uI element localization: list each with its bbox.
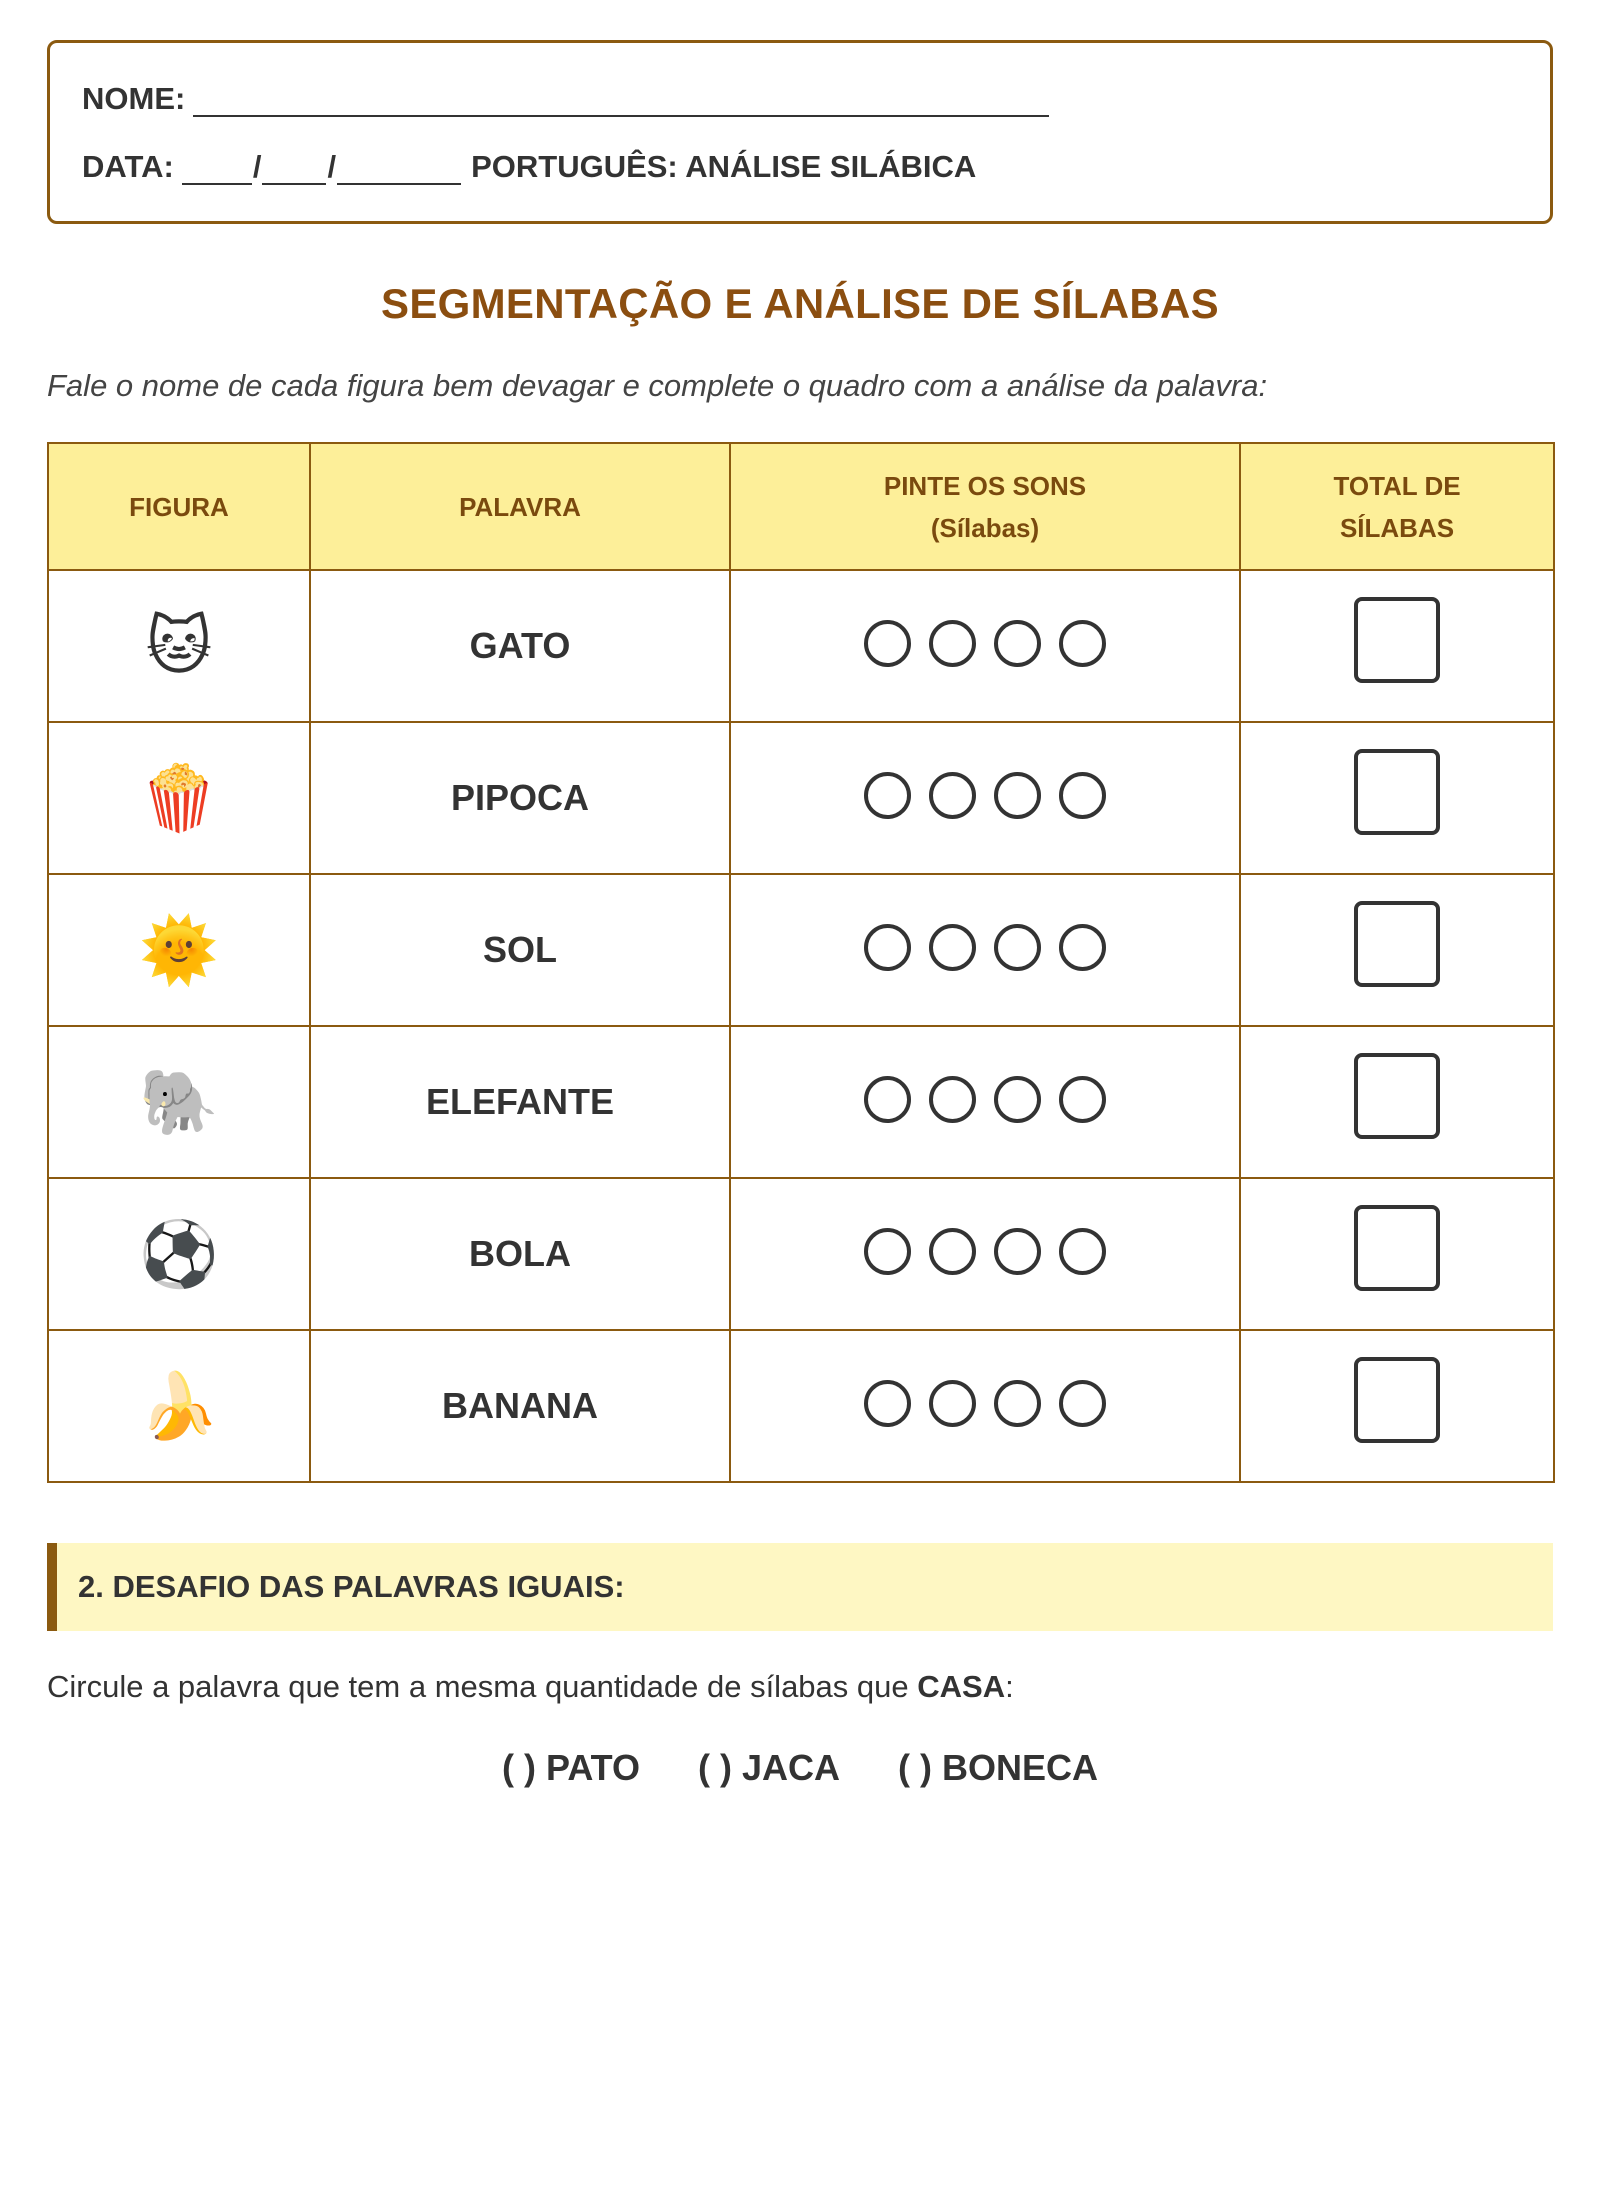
figure-cell <box>48 874 310 1026</box>
total-syllables-box[interactable] <box>1354 597 1440 683</box>
syllable-circle[interactable] <box>929 1228 976 1275</box>
total-cell <box>1240 1178 1554 1330</box>
syllable-table <box>47 442 1555 1483</box>
syllable-circles-cell <box>730 874 1240 1026</box>
syllable-circle[interactable] <box>1059 1380 1106 1427</box>
banana-icon: 🍌 <box>139 1370 219 1442</box>
syllable-circle[interactable] <box>929 772 976 819</box>
subject-label: PORTUGUÊS: ANÁLISE SILÁBICA <box>471 149 977 184</box>
page-title: SEGMENTAÇÃO E ANÁLISE DE SÍLABAS <box>381 280 1219 327</box>
figure-cell <box>48 1330 310 1482</box>
header-total: TOTAL DE SÍLABAS <box>1240 443 1554 570</box>
word-label: ELEFANTE <box>425 1081 614 1122</box>
syllable-circle[interactable] <box>864 924 911 971</box>
total-cell <box>1240 1330 1554 1482</box>
syllable-circle[interactable] <box>864 1380 911 1427</box>
total-cell <box>1240 570 1554 722</box>
instruction-text: Fale o nome de cada figura bem devagar e complete o quadro com a análise da palavra: <box>47 368 1268 403</box>
date-year-blank[interactable] <box>337 157 461 185</box>
challenge-instruction: Circule a palavra que tem a mesma quantidade de sílabas que CASA: <box>47 1669 1014 1704</box>
figure-cell <box>48 722 310 874</box>
table-row <box>48 570 1554 722</box>
header-sounds: PINTE OS SONS (Sílabas) <box>730 443 1240 570</box>
syllable-circle[interactable] <box>929 1380 976 1427</box>
date-day-blank[interactable] <box>182 157 252 185</box>
elephant-icon: 🐘 <box>139 1066 219 1138</box>
sun-icon: 🌞 <box>139 914 219 986</box>
date-separator: / <box>327 149 337 184</box>
name-blank[interactable] <box>193 89 1049 117</box>
syllable-circle[interactable] <box>1059 772 1106 819</box>
figure-cell <box>48 570 310 722</box>
table-row <box>48 1330 1554 1482</box>
total-syllables-box[interactable] <box>1354 901 1440 987</box>
word-cell <box>310 1026 730 1178</box>
syllable-circle[interactable] <box>994 1228 1041 1275</box>
syllable-circle[interactable] <box>994 924 1041 971</box>
name-label: NOME: <box>82 81 186 116</box>
word-label: PIPOCA <box>450 777 590 818</box>
total-cell <box>1240 1026 1554 1178</box>
header-word: PALAVRA <box>310 443 730 570</box>
syllable-circle[interactable] <box>929 1076 976 1123</box>
total-syllables-box[interactable] <box>1354 1357 1440 1443</box>
total-cell <box>1240 722 1554 874</box>
target-word: CASA <box>917 1669 1006 1704</box>
date-month-blank[interactable] <box>262 157 326 185</box>
syllable-circles-cell <box>730 1026 1240 1178</box>
word-cell <box>310 1178 730 1330</box>
syllable-circles-cell <box>730 1330 1240 1482</box>
word-label: BOLA <box>469 1233 571 1274</box>
syllable-circle[interactable] <box>1059 620 1106 667</box>
challenge-options <box>47 1747 1553 1789</box>
option-jaca[interactable]: ( ) JACA <box>698 1747 840 1788</box>
table-row <box>48 1178 1554 1330</box>
header-figure: FIGURA <box>48 443 310 570</box>
syllable-circle[interactable] <box>1059 1076 1106 1123</box>
table-row <box>48 722 1554 874</box>
cat-face-icon: 🐱 <box>145 610 213 682</box>
student-info-box <box>47 40 1553 224</box>
worksheet <box>47 40 1553 1789</box>
word-label: BANANA <box>442 1385 598 1426</box>
syllable-circle[interactable] <box>994 1380 1041 1427</box>
syllable-circle[interactable] <box>864 772 911 819</box>
syllable-circle[interactable] <box>994 620 1041 667</box>
total-syllables-box[interactable] <box>1354 749 1440 835</box>
syllable-circles-cell <box>730 570 1240 722</box>
syllable-circle[interactable] <box>994 772 1041 819</box>
total-syllables-box[interactable] <box>1354 1205 1440 1291</box>
table-row <box>48 874 1554 1026</box>
word-label: SOL <box>482 929 557 970</box>
syllable-circle[interactable] <box>864 620 911 667</box>
total-cell <box>1240 874 1554 1026</box>
word-cell <box>310 570 730 722</box>
date-label: DATA: <box>82 149 174 184</box>
table-row <box>48 1026 1554 1178</box>
popcorn-icon: 🍿 <box>139 762 219 834</box>
total-syllables-box[interactable] <box>1354 1053 1440 1139</box>
syllable-circles-cell <box>730 1178 1240 1330</box>
option-boneca[interactable]: ( ) BONECA <box>898 1747 1098 1788</box>
figure-cell <box>48 1178 310 1330</box>
date-separator: / <box>252 149 262 184</box>
word-cell <box>310 1330 730 1482</box>
table-header-row <box>48 443 1554 570</box>
syllable-circle[interactable] <box>864 1228 911 1275</box>
word-cell <box>310 722 730 874</box>
word-label: GATO <box>469 625 571 666</box>
syllable-circle[interactable] <box>929 924 976 971</box>
name-line <box>82 77 1550 117</box>
challenge-heading: 2. DESAFIO DAS PALAVRAS IGUAIS: <box>47 1543 1553 1631</box>
syllable-circle[interactable] <box>929 620 976 667</box>
syllable-circles-cell <box>730 722 1240 874</box>
date-line <box>82 145 1550 185</box>
word-cell <box>310 874 730 1026</box>
syllable-circle[interactable] <box>1059 1228 1106 1275</box>
syllable-circle[interactable] <box>1059 924 1106 971</box>
syllable-circle[interactable] <box>994 1076 1041 1123</box>
option-pato[interactable]: ( ) PATO <box>502 1747 640 1788</box>
soccer-ball-icon: ⚽ <box>139 1218 219 1290</box>
syllable-circle[interactable] <box>864 1076 911 1123</box>
figure-cell <box>48 1026 310 1178</box>
